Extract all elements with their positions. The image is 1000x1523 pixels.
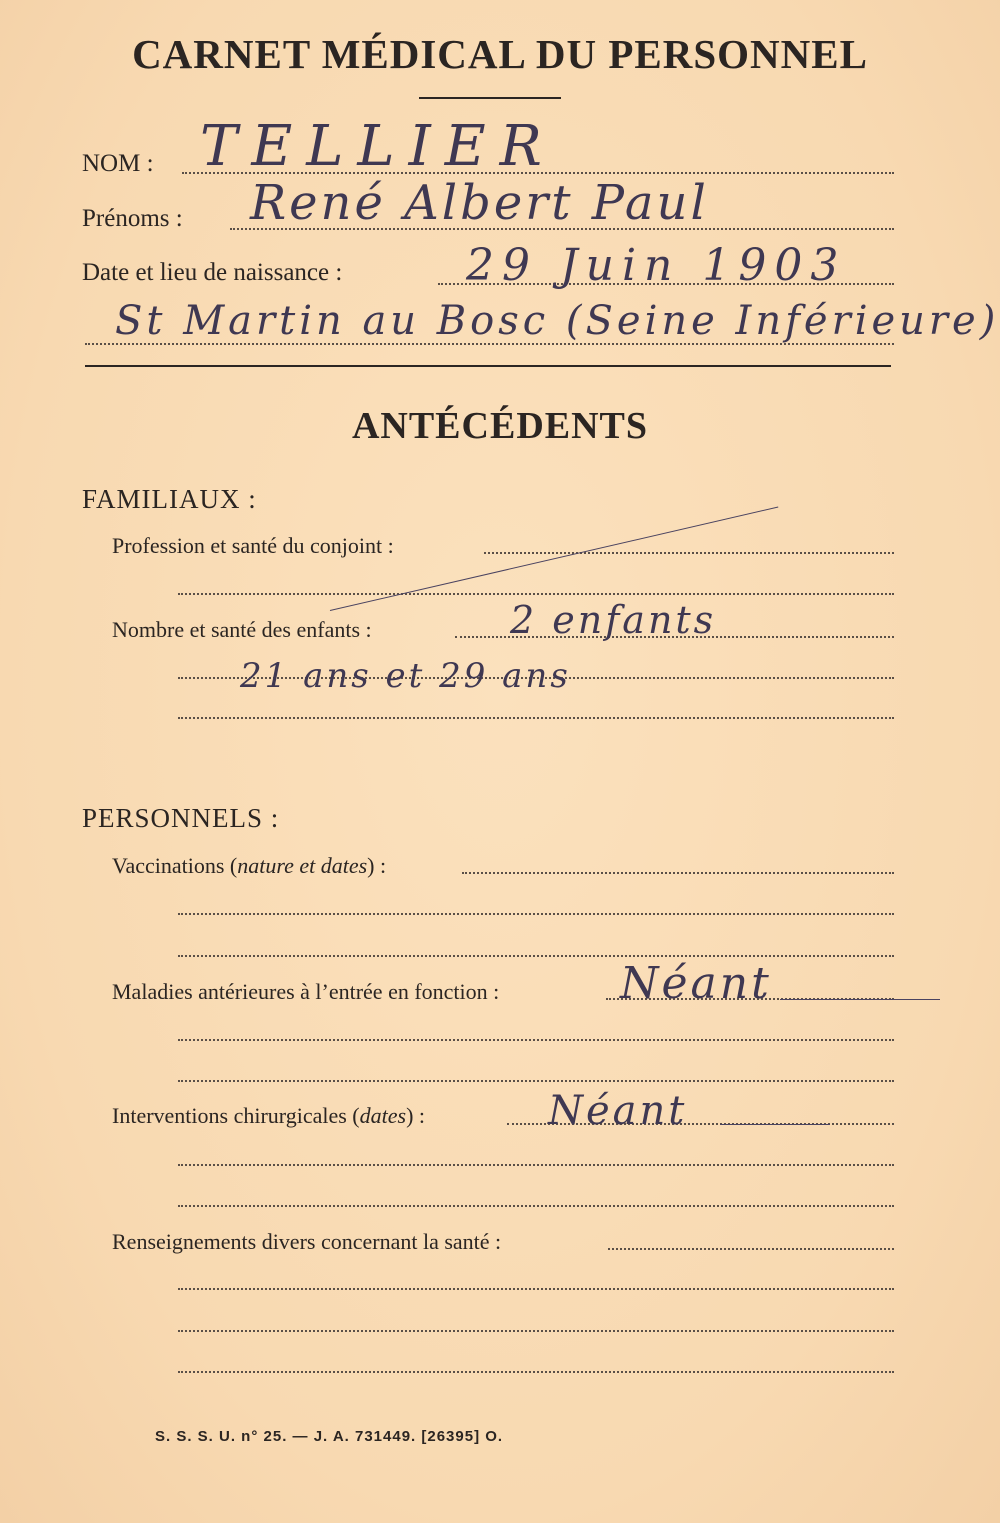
maladies-dotted-line-3 [178, 1080, 894, 1082]
printer-footer: S. S. S. U. n° 25. — J. A. 731449. [26395] O. [155, 1428, 504, 1445]
naissance-date-handwritten: 29 Juin 1903 [466, 240, 847, 291]
renseignements-dotted-line-4 [178, 1371, 894, 1373]
conjoint-dotted-line [484, 552, 894, 554]
naissance-lieu-handwritten: St Martin au Bosc (Seine Inférieure) [115, 298, 1000, 344]
vaccinations-dotted-line-2 [178, 913, 894, 915]
prenoms-label: Prénoms : [82, 205, 183, 232]
maladies-label: Maladies antérieures à l’entrée en fonction : [112, 979, 500, 1004]
interventions-handwritten-value: Néant [548, 1088, 688, 1134]
interventions-dotted-line-3 [178, 1205, 894, 1207]
renseignements-dotted-line [608, 1248, 894, 1250]
maladies-dotted-line-2 [178, 1039, 894, 1041]
interventions-underline-stroke [720, 1124, 830, 1125]
title-underline [419, 97, 561, 99]
antecedents-title: ANTÉCÉDENTS [351, 405, 649, 447]
interventions-label: Interventions chirurgicales (dates) : [112, 1103, 426, 1128]
conjoint-label: Profession et santé du conjoint : [112, 533, 394, 558]
personnels-heading: PERSONNELS : [82, 803, 280, 833]
nom-handwritten-value: TELLIER [200, 114, 556, 179]
enfants-dotted-line-3 [178, 717, 894, 719]
maladies-handwritten-value: Néant [620, 958, 772, 1009]
renseignements-label: Renseignements divers concernant la santé : [112, 1229, 502, 1254]
conjoint-dotted-line-2 [178, 593, 894, 595]
enfants-detail-handwritten: 21 ans et 29 ans [240, 656, 571, 696]
conjoint-strikeout-stroke [330, 507, 778, 611]
renseignements-dotted-line-3 [178, 1330, 894, 1332]
enfants-handwritten-value: 2 enfants [510, 598, 717, 642]
interventions-dotted-line-2 [178, 1164, 894, 1166]
vaccinations-dotted-line [462, 872, 894, 874]
maladies-underline-stroke [780, 999, 940, 1000]
identity-separator-rule [85, 365, 891, 367]
renseignements-dotted-line-2 [178, 1288, 894, 1290]
vaccinations-label: Vaccinations (nature et dates) : [112, 853, 387, 878]
naissance-label: Date et lieu de naissance : [82, 259, 343, 286]
vaccinations-dotted-line-3 [178, 955, 894, 957]
nom-label: NOM : [82, 150, 154, 177]
form-title: CARNET MÉDICAL DU PERSONNEL [132, 31, 868, 77]
familiaux-heading: FAMILIAUX : [82, 484, 257, 514]
prenoms-handwritten-value: René Albert Paul [250, 175, 709, 231]
enfants-label: Nombre et santé des enfants : [112, 617, 372, 642]
